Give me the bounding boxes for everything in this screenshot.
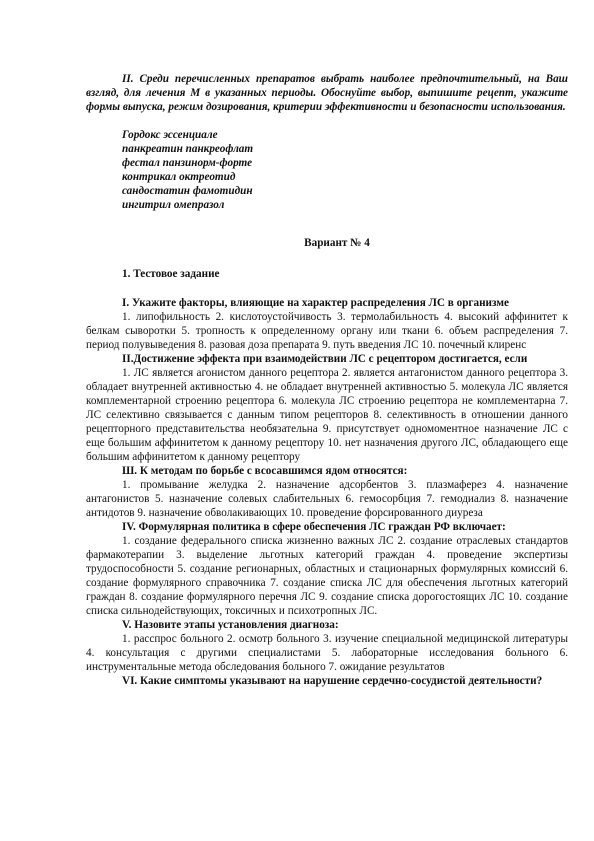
drug-list-item: ингитрил омепразол <box>122 199 225 211</box>
questions-section <box>86 296 568 688</box>
drug-list-item: контрикал октреотид <box>122 171 236 183</box>
drug-list-item: сандостатин фамотидин <box>122 185 253 197</box>
question-title: Ш. К методам по борьбе с всосавшимся ядом относятся: <box>122 465 408 477</box>
question <box>86 520 568 618</box>
intro-section <box>86 72 568 114</box>
question <box>86 618 568 674</box>
question-title: V. Назовите этапы установления диагноза: <box>122 619 339 631</box>
question-title: II.Достижение эффекта при взаимодействии ЛС с рецептором достигается, если <box>122 353 528 365</box>
drug-list-item: Гордокс эссенциале <box>122 129 218 141</box>
question <box>86 464 568 520</box>
question-options: 1. ЛС является агонистом данного рецептора 2. является антагонистом данного рецептора 3. обладает внутренней активностью 4. не обладает внутренней активностью 5. молекула ЛС является комплементарной строению рецептора 6. молекула ЛС строению рецептора не комплементарна 7. ЛС селективно связывается с данным типом рецепторов 8. селективность в отношении данного рецепторного представительства необязательна 9. присутствует одномоментное назначение ЛС с еще большим аффинитетом к данному рецептору 10. нет назначения другого ЛС, обладающего еще большим аффинитетом к данному рецептору <box>86 367 568 463</box>
question-options: 1. создание федерального списка жизненно важных ЛС 2. создание отраслевых стандартов фармакотерапии 3. выделение льготных категорий граждан 4. проведение экспертизы трудоспособности 5. создание регионарных, областных и стационарных формулярных комиссий 6. создание формулярного справочника 7. создание списка ЛС для обеспечения льготных категорий граждан 8. создание формулярного перечня ЛС 9. создание списка дорогостоящих ЛС 10. создание списка сильнодействующих, токсичных и психотропных ЛС. <box>86 535 568 617</box>
question <box>86 352 568 464</box>
question-title: VI. Какие симптомы указывают на нарушение сердечно-сосудистой деятельности? <box>122 675 543 687</box>
question <box>86 296 568 352</box>
variant-title: Вариант № 4 <box>304 237 370 249</box>
question-title: I. Укажите факторы, влияющие на характер распределения ЛС в организме <box>122 297 509 309</box>
question-title: IV. Формулярная политика в сфере обеспечения ЛС граждан РФ включает: <box>122 521 506 533</box>
drug-list-item: фестал панзинорм-форте <box>122 157 253 169</box>
intro-paragraph: II. Среди перечисленных препаратов выбрать наиболее предпочтительный, на Ваш взгляд, для лечения М в указанных периоды. Обоснуйте выбор, выпишите рецепт, укажите формы выпуска, режим дозирования, критерии эффективности и безопасности использования. <box>86 73 568 113</box>
question-options: 1. промывание желудка 2. назначение адсорбентов 3. плазмаферез 4. назначение антагонистов 5. назначение солевых слабительных 6. гемосорбция 7. гемодиализ 8. назначение антидотов 9. назначение обволакивающих 10. проведение форсированного диуреза <box>86 479 568 519</box>
task-title: 1. Тестовое задание <box>122 268 220 280</box>
drug-list-item: панкреатин панкреофлат <box>122 143 254 155</box>
drug-list <box>122 128 422 212</box>
question-options: 1. липофильность 2. кислотоустойчивость 3. термолабильность 4. высокий аффинитет к белкам сыворотки 5. тропность к определенному органу или ткани 6. объем распределения 7. период полувыведения 8. разовая доза препарата 9. путь введения ЛС 10. почечный клиренс <box>86 311 568 351</box>
question-options: 1. расспрос больного 2. осмотр больного 3. изучение специальной медицинской литературы 4. консультация с другими специалистами 5. лабораторные исследования больного 6. инструментальные метода обследования больного 7. ожидание результатов <box>86 633 568 673</box>
